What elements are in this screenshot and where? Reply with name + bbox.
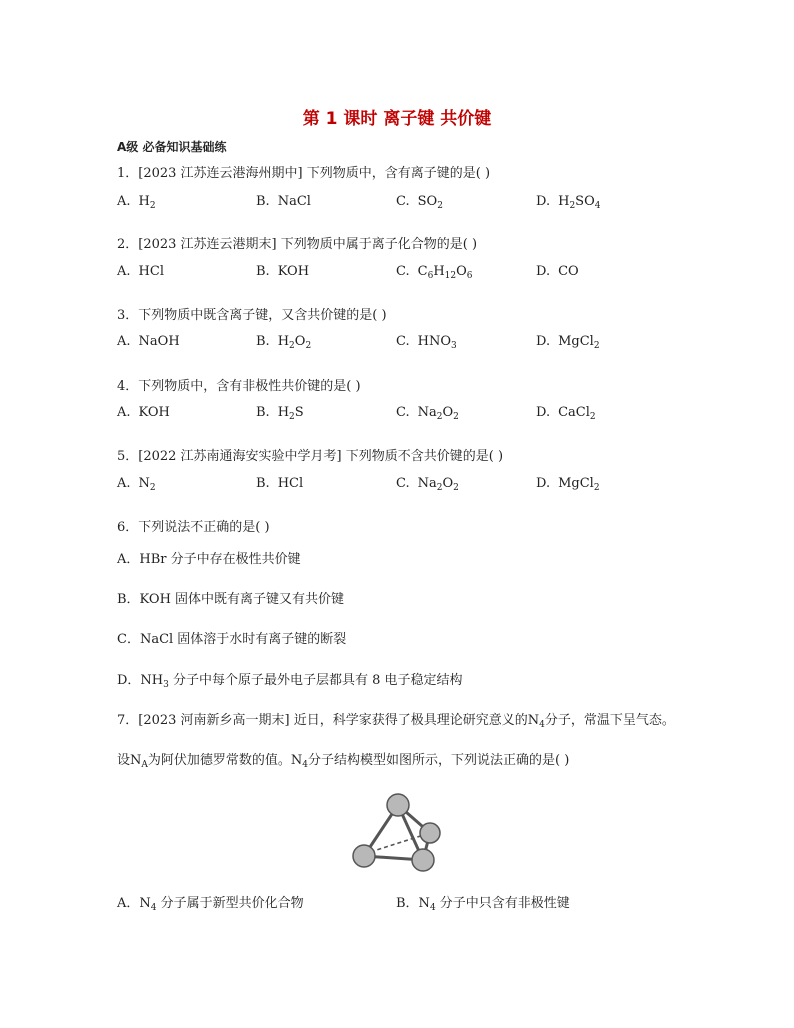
atom-left: [353, 845, 375, 867]
q5-option-d: D. MgCl$_2$: [536, 476, 600, 493]
question-2-stem: 2．[2023 江苏连云港期末] 下列物质中属于离子化合物的是( ): [117, 237, 478, 252]
question-5-stem: 5．[2022 江苏南通海安实验中学月考] 下列物质不含共价键的是( ): [117, 449, 504, 464]
q3-option-c: C. $HNO_3$: [396, 334, 457, 351]
q2-option-a: A. HCl: [117, 264, 164, 279]
q3-option-a: A. NaOH: [117, 334, 180, 349]
question-6-stem: 6．下列说法不正确的是( ): [117, 520, 270, 535]
q4-option-d: D. CaCl$_2$: [536, 405, 596, 422]
q4-option-a: A. KOH: [117, 405, 170, 420]
atom-top: [387, 794, 409, 816]
q5-option-c: C. $Na_2O_2$: [396, 476, 459, 493]
q6-option-d: D．$NH_3$ 分子中每个原子最外电子层都具有 8 电子稳定结构: [117, 673, 463, 690]
q5-option-a: A. $N_2$: [117, 476, 156, 493]
q7-option-b: B．$N_4$ 分子中只含有非极性键: [396, 896, 570, 913]
page-title: 第 1 课时 离子键 共价键: [302, 109, 492, 129]
question-7-stem: 7．[2023 河南新乡高一期末] 近日，科学家获得了极具理论研究意义的$N_4$分子，常温下呈气态。: [117, 713, 675, 730]
q5-option-b: B. HCl: [256, 476, 304, 491]
q1-option-b: B. NaCl: [256, 194, 311, 209]
q1-option-d: D. $H_2SO_4$: [536, 194, 601, 211]
q6-option-c: C．NaCl 固体溶于水时有离子键的断裂: [117, 632, 347, 647]
q2-option-b: B. KOH: [256, 264, 310, 279]
section-heading: A级 必备知识基础练: [117, 140, 227, 154]
q6-option-b: B．KOH 固体中既有离子键又有共价键: [117, 592, 345, 607]
q6-option-a: A．HBr 分子中存在极性共价键: [117, 552, 301, 567]
q3-option-b: B. $H_2O_2$: [256, 334, 312, 351]
question-4-stem: 4．下列物质中，含有非极性共价键的是( ): [117, 379, 361, 394]
question-3-stem: 3．下列物质中既含离子键，又含共价键的是( ): [117, 308, 387, 323]
q4-option-b: B. $H_2S$: [256, 405, 304, 422]
question-7-line2: 设$N_A$为阿伏加德罗常数的值。$N_4$分子结构模型如图所示，下列说法正确的是( ): [117, 753, 570, 770]
q1-option-c: C. $SO_2$: [396, 194, 443, 211]
q7-option-a: A．$N_4$ 分子属于新型共价化合物: [117, 896, 304, 913]
q3-option-d: D. MgCl$_2$: [536, 334, 600, 351]
question-1-stem: 1．[2023 江苏连云港海州期中] 下列物质中，含有离子键的是( ): [117, 166, 491, 181]
q1-option-a: A. $H_2$: [117, 194, 156, 211]
q2-option-d: D. CO: [536, 264, 579, 279]
atom-right: [420, 823, 440, 843]
atom-bottom-right: [412, 849, 434, 871]
q4-option-c: C. $Na_2O_2$: [396, 405, 459, 422]
q2-option-c: C. $C_6H_{12}O_6$: [396, 264, 473, 281]
n4-molecule-diagram: [346, 788, 446, 874]
